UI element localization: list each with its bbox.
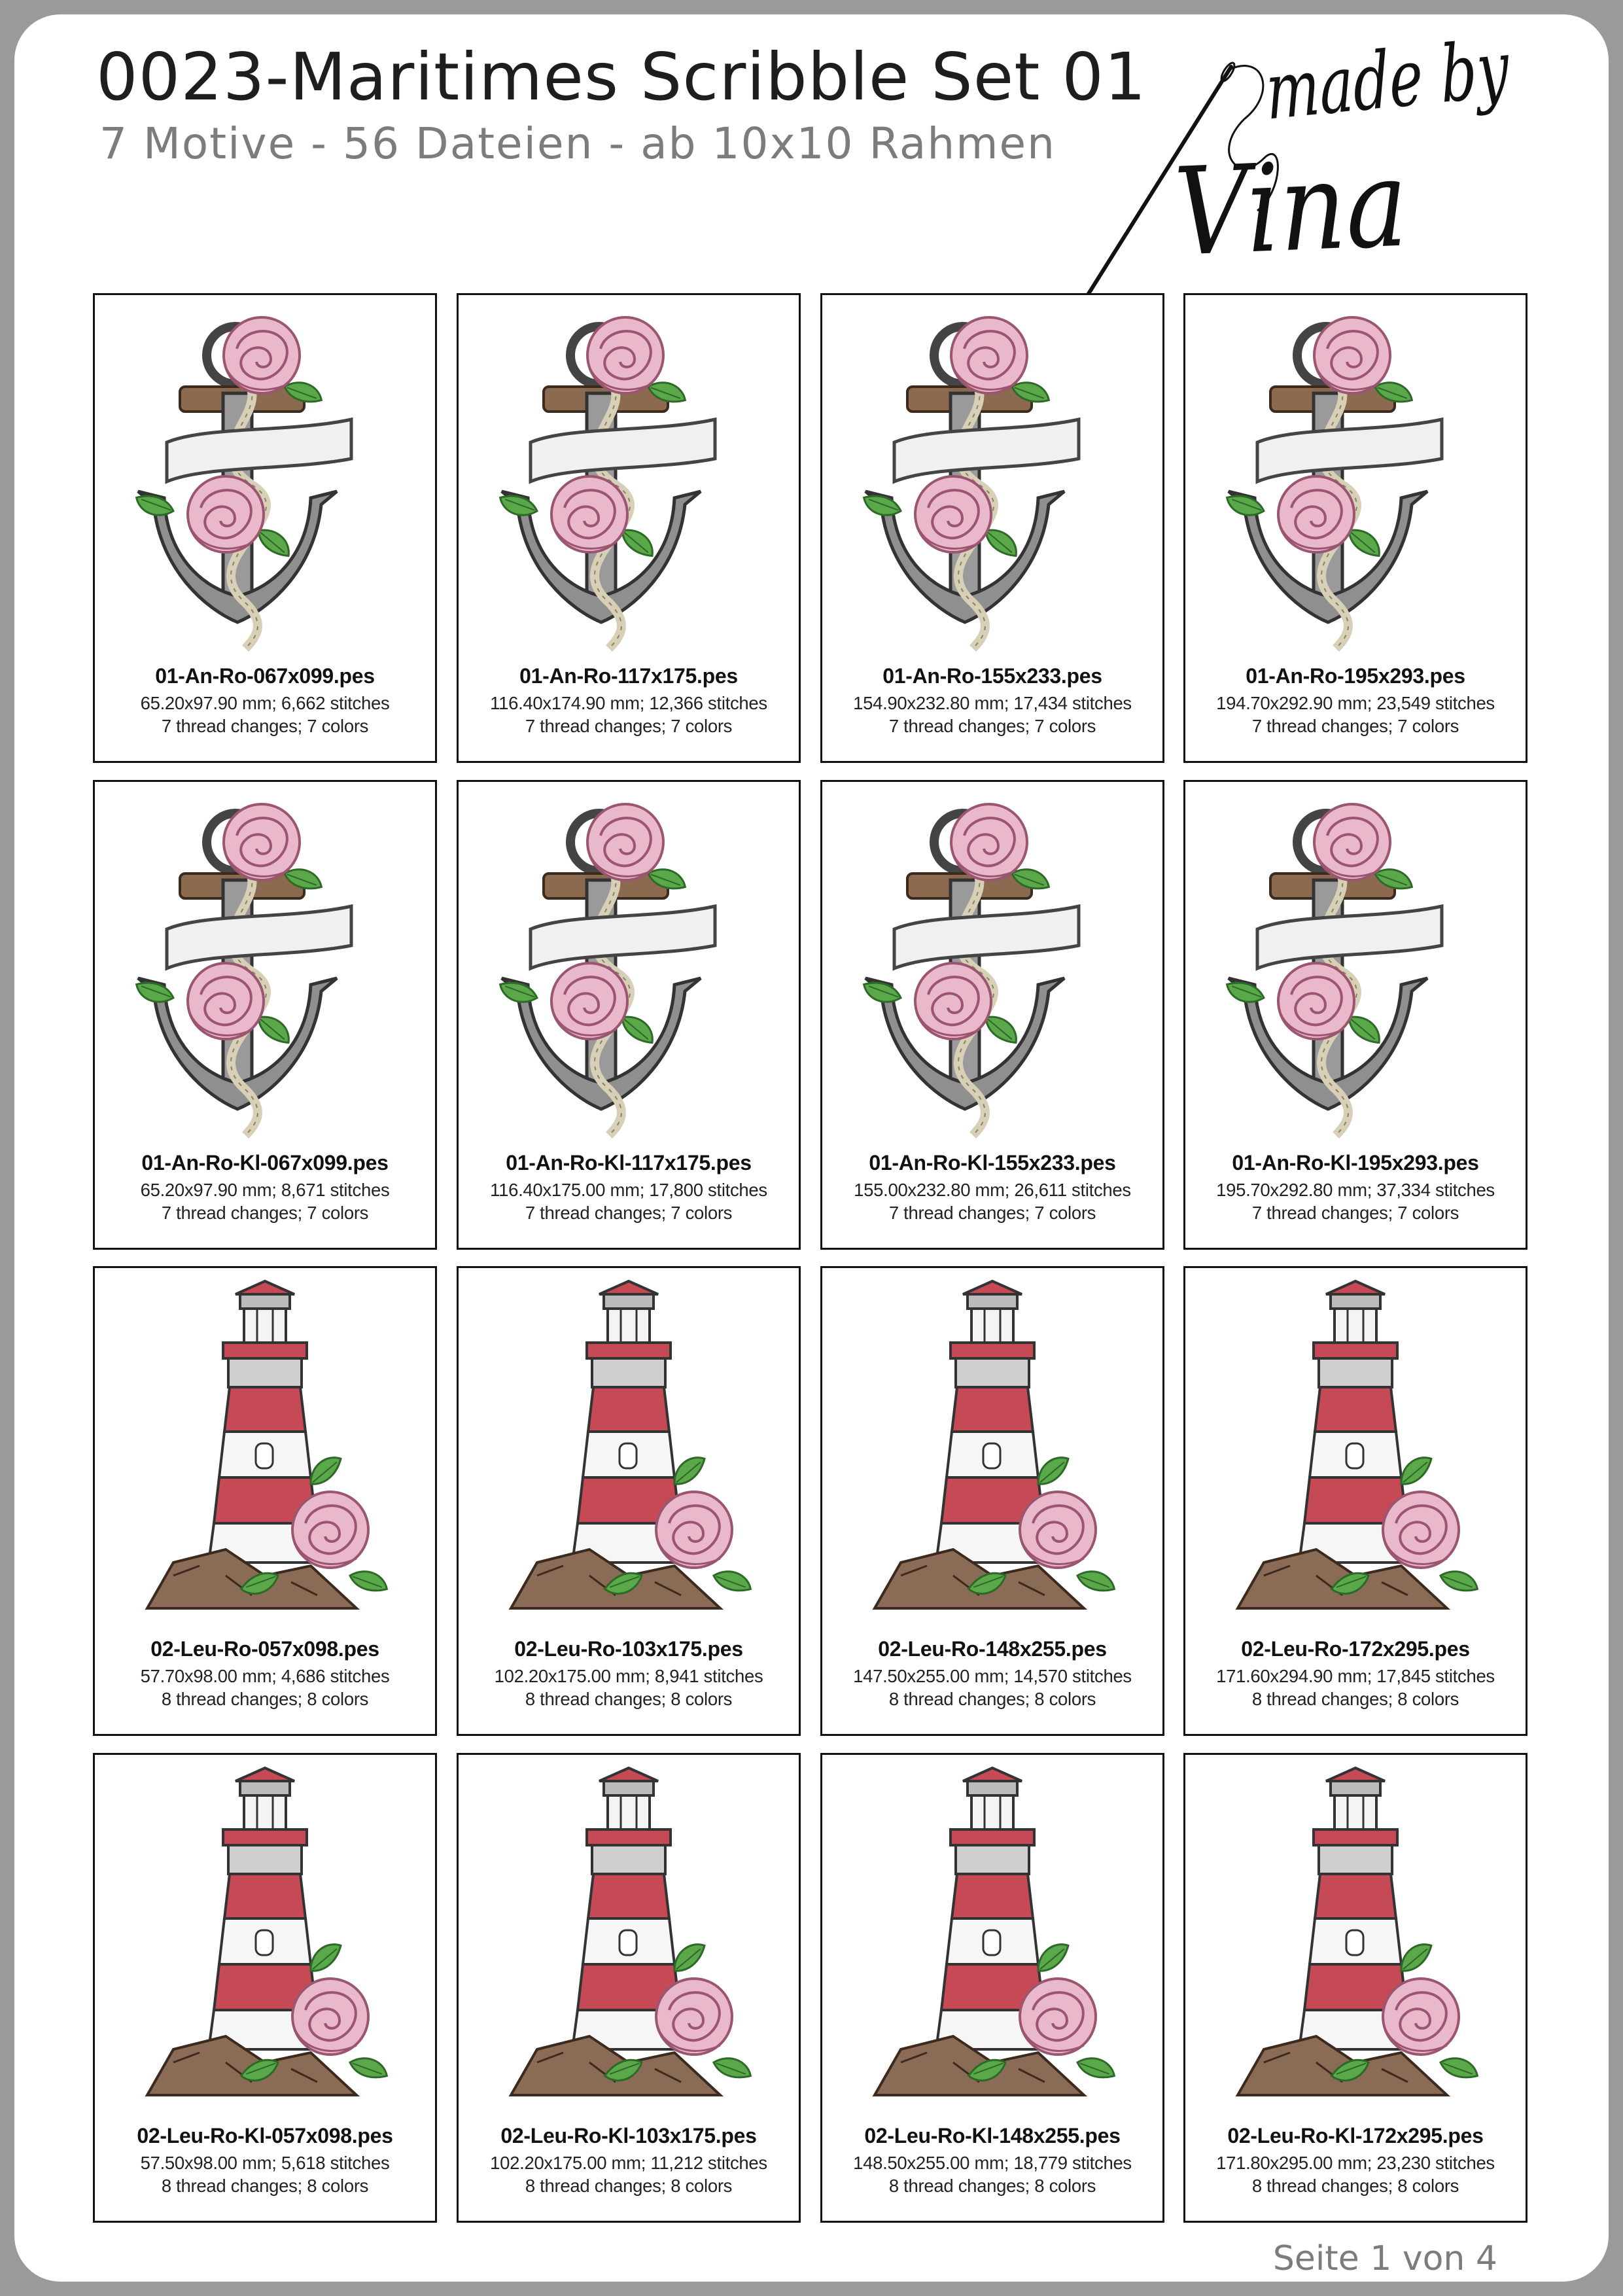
design-dimensions: 171.60x294.90 mm; 17,845 stitches — [1216, 1666, 1495, 1686]
design-card — [1183, 1753, 1527, 2223]
design-thread-info: 7 thread changes; 7 colors — [888, 1203, 1096, 1223]
design-thread-info: 8 thread changes; 8 colors — [888, 2176, 1096, 2196]
design-filename: 01-An-Ro-067x099.pes — [155, 664, 375, 688]
design-thread-info: 7 thread changes; 7 colors — [161, 716, 369, 736]
design-filename: 02-Leu-Ro-172x295.pes — [1241, 1637, 1470, 1661]
design-thread-info: 8 thread changes; 8 colors — [1251, 2176, 1459, 2196]
design-filename: 02-Leu-Ro-Kl-172x295.pes — [1227, 2124, 1484, 2147]
design-dimensions: 102.20x175.00 mm; 8,941 stitches — [494, 1666, 763, 1686]
design-thread-info: 7 thread changes; 7 colors — [888, 716, 1096, 736]
design-thread-info: 8 thread changes; 8 colors — [1251, 1689, 1459, 1709]
design-card — [457, 780, 801, 1250]
page-number: Seite 1 von 4 — [1272, 2239, 1497, 2278]
design-filename: 01-An-Ro-Kl-067x099.pes — [141, 1151, 389, 1174]
design-thread-info: 8 thread changes; 8 colors — [525, 2176, 733, 2196]
design-card — [820, 1753, 1164, 2223]
design-dimensions: 116.40x174.90 mm; 12,366 stitches — [490, 693, 767, 713]
design-dimensions: 65.20x97.90 mm; 6,662 stitches — [140, 693, 390, 713]
design-dimensions: 65.20x97.90 mm; 8,671 stitches — [140, 1180, 390, 1200]
design-filename: 02-Leu-Ro-Kl-057x098.pes — [137, 2124, 393, 2147]
design-dimensions: 57.50x98.00 mm; 5,618 stitches — [140, 2153, 390, 2173]
design-card — [93, 1753, 437, 2223]
anchor-rose-icon — [459, 782, 799, 1148]
anchor-rose-icon — [459, 295, 799, 662]
anchor-rose-icon — [822, 295, 1162, 662]
design-dimensions: 154.90x232.80 mm; 17,434 stitches — [853, 693, 1132, 713]
design-card — [93, 780, 437, 1250]
design-filename: 02-Leu-Ro-Kl-148x255.pes — [864, 2124, 1121, 2147]
design-thread-info: 8 thread changes; 8 colors — [161, 2176, 369, 2196]
lighthouse-rose-icon — [459, 1268, 799, 1634]
design-card — [820, 293, 1164, 763]
design-card — [93, 1266, 437, 1736]
anchor-rose-icon — [1185, 782, 1526, 1148]
design-filename: 01-An-Ro-Kl-117x175.pes — [506, 1151, 752, 1174]
design-dimensions: 148.50x255.00 mm; 18,779 stitches — [853, 2153, 1132, 2173]
design-filename: 02-Leu-Ro-103x175.pes — [514, 1637, 743, 1661]
design-filename: 01-An-Ro-155x233.pes — [882, 664, 1102, 688]
design-filename: 01-An-Ro-195x293.pes — [1246, 664, 1465, 688]
design-card — [93, 293, 437, 763]
design-filename: 02-Leu-Ro-057x098.pes — [150, 1637, 379, 1661]
design-card — [1183, 780, 1527, 1250]
design-dimensions: 155.00x232.80 mm; 26,611 stitches — [854, 1180, 1131, 1200]
design-filename: 01-An-Ro-Kl-195x293.pes — [1232, 1151, 1479, 1174]
catalog-page — [14, 14, 1609, 2282]
design-dimensions: 116.40x175.00 mm; 17,800 stitches — [490, 1180, 767, 1200]
design-thread-info: 8 thread changes; 8 colors — [525, 1689, 733, 1709]
design-thread-info: 7 thread changes; 7 colors — [525, 716, 733, 736]
lighthouse-rose-icon — [459, 1755, 799, 2121]
logo-text-vina: Vina — [1172, 132, 1410, 283]
anchor-rose-icon — [95, 782, 435, 1148]
design-card — [457, 1266, 801, 1736]
lighthouse-rose-icon — [822, 1268, 1162, 1634]
page-subtitle: 7 Motive - 56 Dateien - ab 10x10 Rahmen — [99, 118, 1056, 169]
design-dimensions: 195.70x292.80 mm; 37,334 stitches — [1216, 1180, 1495, 1200]
design-thread-info: 8 thread changes; 8 colors — [888, 1689, 1096, 1709]
logo-text-made-by: made by — [1264, 24, 1511, 138]
design-card — [457, 293, 801, 763]
design-filename: 02-Leu-Ro-Kl-103x175.pes — [500, 2124, 757, 2147]
design-card — [457, 1753, 801, 2223]
anchor-rose-icon — [95, 295, 435, 662]
lighthouse-rose-icon — [1185, 1268, 1526, 1634]
design-dimensions: 57.70x98.00 mm; 4,686 stitches — [140, 1666, 390, 1686]
design-card — [820, 1266, 1164, 1736]
design-card — [820, 780, 1164, 1250]
design-thread-info: 7 thread changes; 7 colors — [1251, 1203, 1459, 1223]
design-filename: 02-Leu-Ro-148x255.pes — [878, 1637, 1107, 1661]
design-dimensions: 102.20x175.00 mm; 11,212 stitches — [490, 2153, 767, 2173]
design-thread-info: 7 thread changes; 7 colors — [525, 1203, 733, 1223]
design-dimensions: 171.80x295.00 mm; 23,230 stitches — [1216, 2153, 1495, 2173]
lighthouse-rose-icon — [95, 1755, 435, 2121]
design-dimensions: 194.70x292.90 mm; 23,549 stitches — [1216, 693, 1495, 713]
design-thread-info: 7 thread changes; 7 colors — [1251, 716, 1459, 736]
page-title: 0023-Maritimes Scribble Set 01 — [96, 39, 1147, 115]
design-thread-info: 7 thread changes; 7 colors — [161, 1203, 369, 1223]
lighthouse-rose-icon — [822, 1755, 1162, 2121]
anchor-rose-icon — [1185, 295, 1526, 662]
design-dimensions: 147.50x255.00 mm; 14,570 stitches — [853, 1666, 1132, 1686]
design-filename: 01-An-Ro-117x175.pes — [519, 664, 738, 688]
lighthouse-rose-icon — [95, 1268, 435, 1634]
design-thread-info: 8 thread changes; 8 colors — [161, 1689, 369, 1709]
made-by-vina-logo — [1068, 24, 1539, 302]
design-filename: 01-An-Ro-Kl-155x233.pes — [869, 1151, 1116, 1174]
design-card — [1183, 1266, 1527, 1736]
design-card — [1183, 293, 1527, 763]
lighthouse-rose-icon — [1185, 1755, 1526, 2121]
anchor-rose-icon — [822, 782, 1162, 1148]
